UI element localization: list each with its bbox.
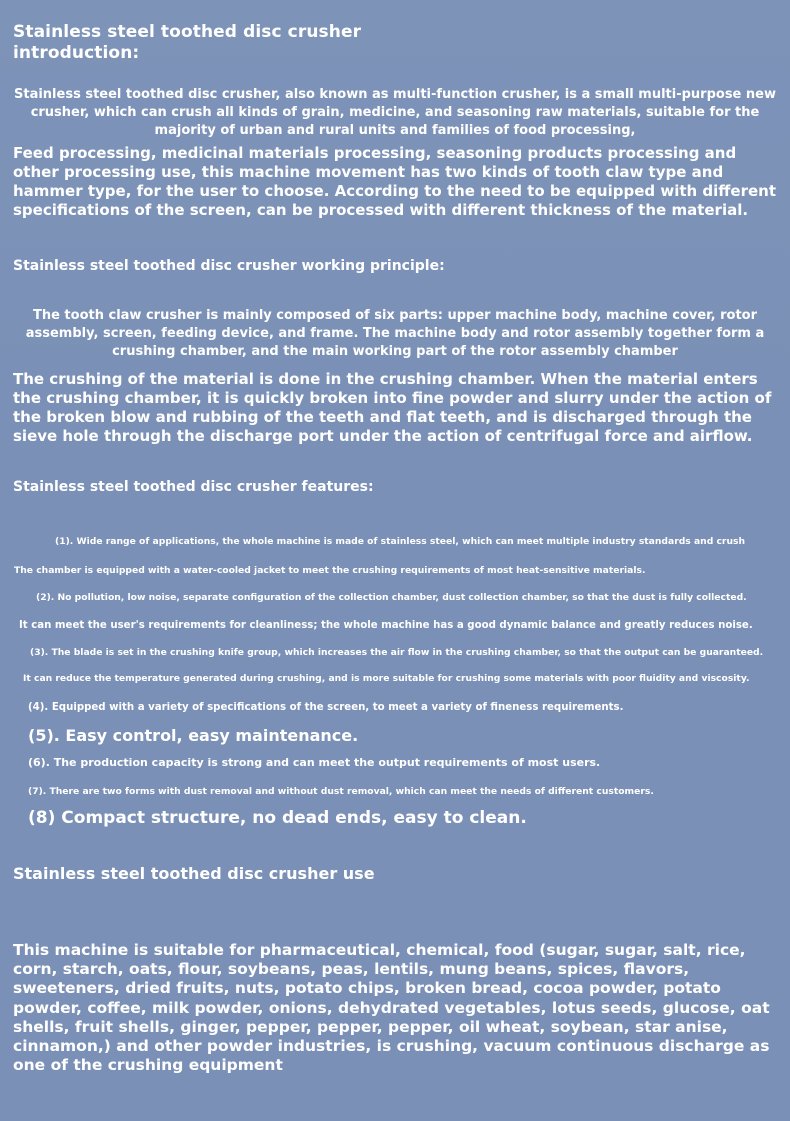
intro-body-paragraph: Feed processing, medicinal materials processing, seasoning products processing and other processing use, this machine movement has two kinds of tooth claw type and hammer type, for the user to choose. According to the need to be equipped with different specifications of the screen, can be processed with different thickness of the material. bbox=[13, 144, 777, 219]
intro-title-line1: Stainless steel toothed disc crusher bbox=[13, 22, 362, 42]
feature-item-2-cont: It can meet the user's requirements for cleanliness; the whole machine has a good dynamic balance and greatly reduces noise. bbox=[19, 620, 753, 631]
intro-title-line2: introduction: bbox=[13, 43, 140, 63]
principle-centered-paragraph: The tooth claw crusher is mainly composed of six parts: upper machine body, machine cover, rotor assembly, screen, feeding device, and frame. The machine body and rotor assembly together form a crushing chamber, and the main working part of the rotor assembly chamber bbox=[25, 308, 765, 359]
feature-item-4: (4). Equipped with a variety of specifications of the screen, to meet a variety of fineness requirements. bbox=[28, 702, 624, 713]
use-heading: Stainless steel toothed disc crusher use bbox=[13, 864, 375, 883]
feature-item-1-cont: The chamber is equipped with a water-cooled jacket to meet the crushing requirements of most heat-sensitive materials. bbox=[14, 565, 646, 576]
feature-item-3-cont: It can reduce the temperature generated during crushing, and is more suitable for crushing some materials with poor fluidity and viscosity. bbox=[23, 673, 750, 684]
feature-item-5: (5). Easy control, easy maintenance. bbox=[28, 726, 359, 745]
feature-item-8: (8) Compact structure, no dead ends, easy to clean. bbox=[28, 808, 527, 828]
feature-item-7: (7). There are two forms with dust removal and without dust removal, which can meet the needs of different customers. bbox=[28, 786, 654, 797]
use-body-paragraph: This machine is suitable for pharmaceutical, chemical, food (sugar, sugar, salt, rice, corn, starch, oats, flour, soybeans, peas, lentils, mung beans, spices, flavors, sweeteners, dried fruits, nuts, potato chips, broken bread, cocoa powder, potato powder, coffee, milk powder, onions, dehydrated vegetables, lotus seeds, glucose, oat shells, fruit shells, ginger, pepper, pepper, pepper, oil wheat, soybean, star anise, cinnamon,) and other powder industries, is crushing, vacuum continuous discharge as one of the crushing equipment bbox=[13, 941, 770, 1075]
principle-heading: Stainless steel toothed disc crusher working principle: bbox=[13, 258, 445, 274]
features-heading: Stainless steel toothed disc crusher features: bbox=[13, 479, 374, 495]
feature-item-2: (2). No pollution, low noise, separate configuration of the collection chamber, dust collection chamber, so that the dust is fully collected. bbox=[36, 592, 747, 603]
feature-item-6: (6). The production capacity is strong and can meet the output requirements of most users. bbox=[28, 756, 601, 769]
intro-title bbox=[13, 22, 361, 64]
feature-item-3: (3). The blade is set in the crushing knife group, which increases the air flow in the crushing chamber, so that the output can be guaranteed. bbox=[30, 647, 764, 658]
feature-item-1: (1). Wide range of applications, the whole machine is made of stainless steel, which can meet multiple industry standards and crush bbox=[55, 536, 746, 547]
principle-body-paragraph: The crushing of the material is done in the crushing chamber. When the material enters the crushing chamber, it is quickly broken into fine powder and slurry under the action of the broken blow and rubbing of the teeth and flat teeth, and is discharged through the sieve hole through the discharge port under the action of centrifugal force and airflow. bbox=[13, 370, 772, 445]
intro-centered-paragraph: Stainless steel toothed disc crusher, also known as multi-function crusher, is a small multi-purpose new crusher, which can crush all kinds of grain, medicine, and seasoning raw materials, suitable for the majority of urban and rural units and families of food processing, bbox=[14, 87, 776, 138]
